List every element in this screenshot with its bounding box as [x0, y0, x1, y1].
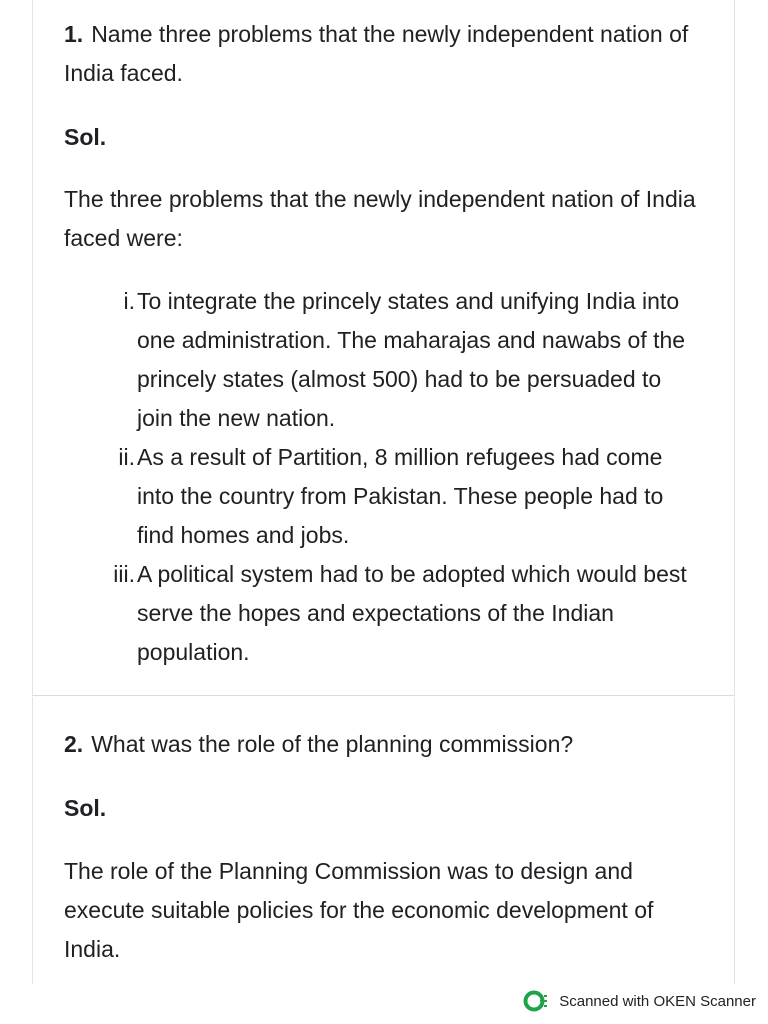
- question-1-text: Name three problems that the newly independent nation of India faced.: [64, 21, 689, 86]
- answer-1-intro: The three problems that the newly independent nation of India faced were:: [64, 186, 696, 251]
- solution-label-2: Sol.: [64, 795, 107, 821]
- list-item: [33, 438, 697, 555]
- oken-scanner-logo-icon: [523, 990, 551, 1012]
- scanner-footer: [0, 984, 768, 1024]
- list-item-marker: ii.: [118, 444, 135, 470]
- list-item: [33, 282, 697, 438]
- scanner-text: Scanned with OKEN Scanner: [559, 992, 756, 1010]
- list-item-text: A political system had to be adopted which would best serve the hopes and expectations of the Indian population.: [137, 561, 687, 665]
- answer-1-list: [33, 282, 733, 672]
- answer-2: The role of the Planning Commission was to design and execute suitable policies for the economic development of India.: [64, 858, 654, 962]
- question-2-number: 2.: [64, 731, 84, 757]
- question-2-text: What was the role of the planning commission?: [91, 731, 574, 757]
- question-2: [64, 725, 714, 764]
- solution-label-1: Sol.: [64, 124, 107, 150]
- question-card-1: [32, 0, 735, 696]
- scanner-watermark: [523, 990, 756, 1012]
- list-item-text: To integrate the princely states and unifying India into one administration. The maharajas and nawabs of the princely states (almost 500) had to be persuaded to join the new nation.: [137, 288, 686, 431]
- question-1: [64, 15, 714, 93]
- list-item-marker: iii.: [113, 561, 135, 587]
- question-1-number: 1.: [64, 21, 84, 47]
- question-card-2: [32, 697, 735, 984]
- list-item-marker: i.: [123, 288, 135, 314]
- list-item-text: As a result of Partition, 8 million refugees had come into the country from Pakistan. These people had to find homes and jobs.: [137, 444, 664, 548]
- list-item: [33, 555, 697, 672]
